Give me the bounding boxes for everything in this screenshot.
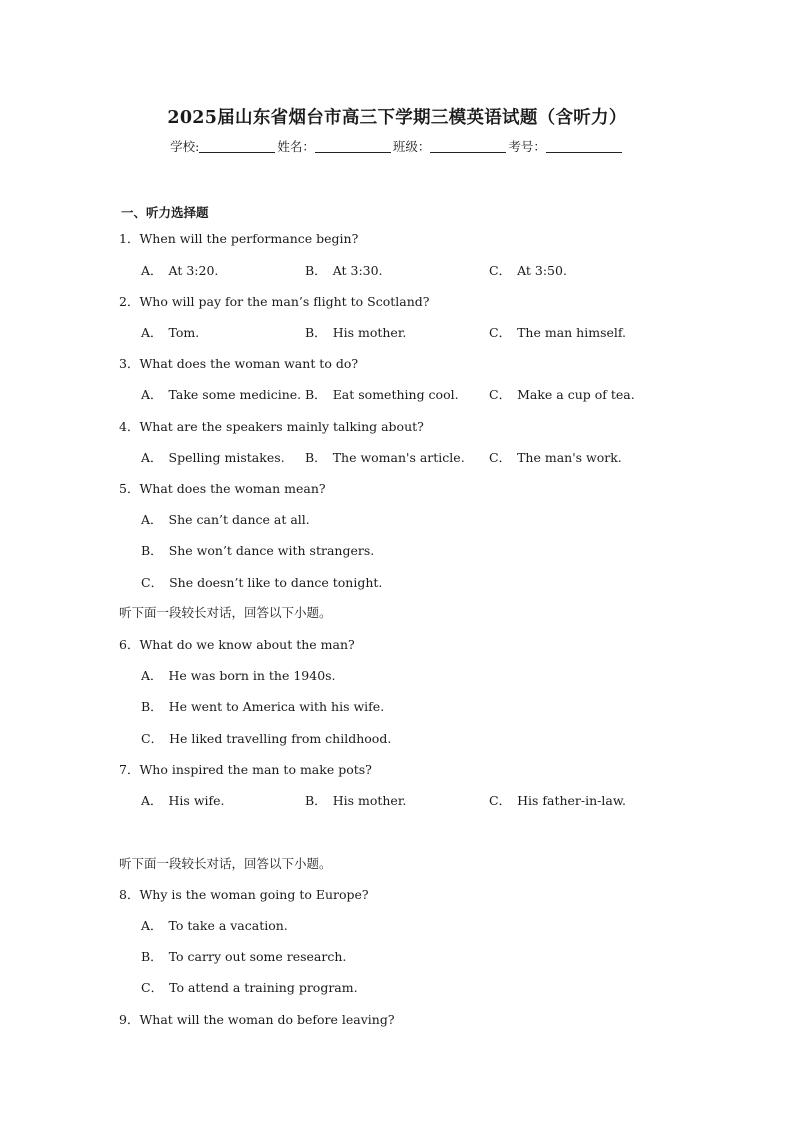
question-number: 6． [119,637,140,652]
question-text: Who inspired the man to make pots? [139,762,372,777]
option-label: C． [141,575,164,590]
question-number: 8． [119,887,140,902]
option-text: The man himself. [517,325,627,340]
option-4c [489,448,622,466]
option-3b [305,385,459,403]
exam-number-blank[interactable] [546,140,622,153]
option-label: A． [141,387,163,402]
option-text: Eat something cool. [332,387,459,402]
option-text: He was born in the 1940s. [168,668,336,683]
listening-instruction: 听下面一段较长对话，回答以下小题。 [119,605,332,620]
option-5c [141,573,382,591]
option-text: The man's work. [517,450,622,465]
question-5 [119,479,326,497]
question-number: 2． [119,294,140,309]
option-text: His wife. [168,793,225,808]
option-7b [305,791,406,809]
option-label: C． [489,793,512,808]
option-label: C． [489,263,512,278]
option-5a [141,510,310,528]
question-text: Who will pay for the man’s flight to Scotland? [139,294,430,309]
option-6b [141,697,384,715]
option-text: His father-in-law. [517,793,627,808]
question-text: What does the woman mean? [139,481,326,496]
school-blank[interactable] [199,140,275,153]
question-number: 4． [119,419,140,434]
option-label: C． [489,450,512,465]
option-label: A． [141,263,163,278]
option-8a [141,916,288,934]
option-text: Spelling mistakes. [168,450,285,465]
option-text: Make a cup of tea. [517,387,635,402]
name-blank[interactable] [315,140,391,153]
question-1 [119,229,358,247]
student-info-line [0,137,794,155]
class-label: 班级： [392,139,431,154]
option-2c [489,323,626,341]
option-label: C． [141,980,164,995]
option-label: C． [489,325,512,340]
question-4 [119,417,424,435]
question-9 [119,1010,395,1028]
option-text: His mother. [332,325,407,340]
question-number: 1． [119,231,140,246]
option-label: B． [305,325,327,340]
option-text: At 3:30. [332,263,383,278]
option-2a [141,323,199,341]
question-text: Why is the woman going to Europe? [139,887,369,902]
question-2 [119,292,430,310]
option-4b [305,448,465,466]
option-label: A． [141,325,163,340]
option-1b [305,261,383,279]
question-text: What do we know about the man? [139,637,355,652]
document-title: 2025届山东省烟台市高三下学期三模英语试题（含听力） [167,108,627,128]
option-6a [141,666,336,684]
question-3 [119,354,358,372]
class-blank[interactable] [430,140,506,153]
option-5b [141,541,374,559]
option-text: At 3:20. [168,263,219,278]
question-number: 5． [119,481,140,496]
option-8c [141,978,358,996]
question-number: 9． [119,1012,140,1027]
option-label: B． [305,450,327,465]
option-text: The woman's article. [332,450,465,465]
option-8b [141,947,346,965]
option-label: B． [141,949,163,964]
question-7 [119,760,372,778]
option-text: Take some medicine. [168,387,302,402]
option-1c [489,261,567,279]
option-label: A． [141,512,163,527]
option-label: A． [141,668,163,683]
option-2b [305,323,406,341]
option-text: She doesn’t like to dance tonight. [169,575,383,590]
option-label: B． [141,543,163,558]
option-text: To carry out some research. [168,949,347,964]
option-7c [489,791,626,809]
listening-instruction: 听下面一段较长对话，回答以下小题。 [119,856,332,871]
question-text: What are the speakers mainly talking about? [139,419,424,434]
option-label: B． [305,793,327,808]
question-text: What does the woman want to do? [139,356,359,371]
school-label: 学校: [170,139,200,154]
option-label: A． [141,918,163,933]
option-label: C． [141,731,164,746]
option-6c [141,729,391,747]
name-label: 姓名： [277,139,315,154]
option-label: A． [141,793,163,808]
question-number: 3． [119,356,140,371]
option-text: His mother. [332,793,407,808]
option-text: Tom. [168,325,200,340]
option-label: C． [489,387,512,402]
question-number: 7． [119,762,140,777]
option-3c [489,385,635,403]
option-label: B． [141,699,163,714]
option-7a [141,791,225,809]
option-label: B． [305,263,327,278]
option-text: He went to America with his wife. [168,699,385,714]
option-text: At 3:50. [517,263,567,278]
question-text: When will the performance begin? [139,231,359,246]
option-3a [141,385,301,403]
question-text: What will the woman do before leaving? [139,1012,395,1027]
section-title: 一、听力选择题 [121,205,209,220]
option-label: A． [141,450,163,465]
option-label: B． [305,387,327,402]
question-6 [119,635,355,653]
option-4a [141,448,285,466]
option-text: She won’t dance with strangers. [168,543,375,558]
exam-number-label: 考号： [508,139,546,154]
option-text: She can’t dance at all. [168,512,310,527]
option-text: To attend a training program. [169,980,358,995]
question-8 [119,885,369,903]
option-text: To take a vacation. [168,918,288,933]
option-text: He liked travelling from childhood. [169,731,392,746]
option-1a [141,261,218,279]
